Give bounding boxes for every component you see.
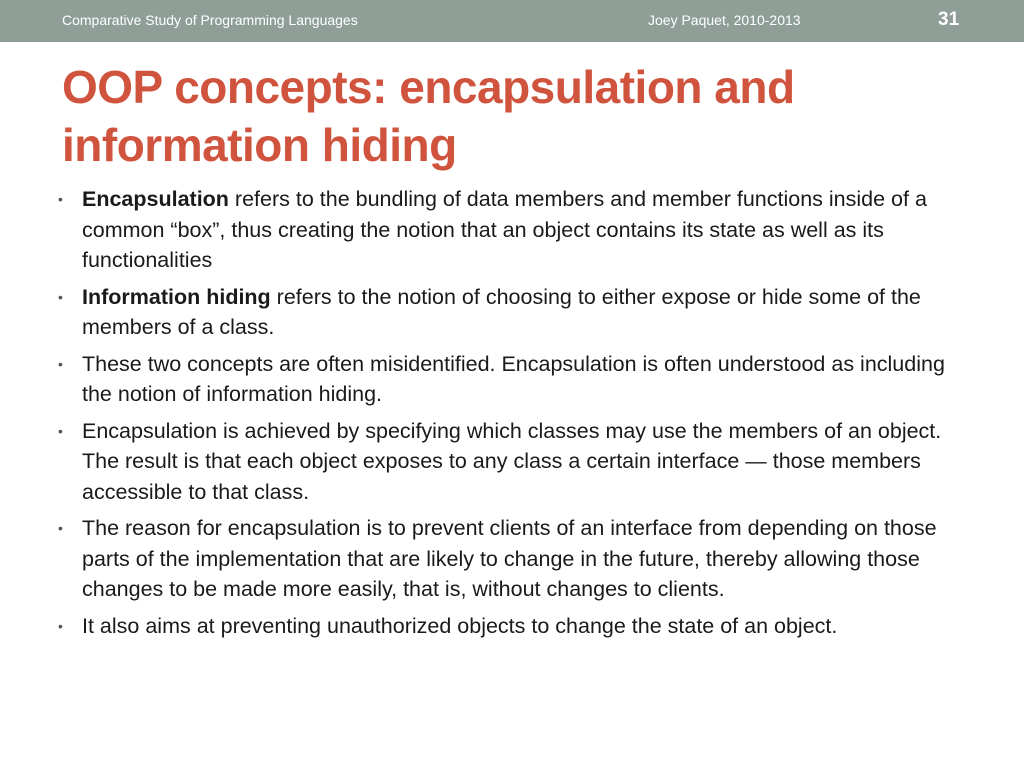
bullet-icon: • — [58, 617, 63, 634]
bullet-item — [58, 416, 968, 508]
bullet-term: Encapsulation — [82, 187, 229, 211]
bullet-text: The reason for encapsulation is to prevent clients of an interface from depending on those parts of the implementation that are likely to change in the future, thereby allowing those changes to be made more easily, that is, without changes to clients. — [82, 516, 937, 601]
slide-title: OOP concepts: encapsulation and information hiding — [62, 61, 795, 171]
bullet-icon: • — [58, 191, 63, 207]
bullet-icon: • — [58, 355, 63, 372]
bullet-item — [58, 282, 968, 343]
bullet-item — [58, 611, 968, 642]
bullet-icon: • — [58, 422, 63, 439]
course-title: Comparative Study of Programming Languages — [62, 12, 358, 28]
page-number: 31 — [938, 9, 960, 30]
bullet-text: It also aims at preventing unauthorized objects to change the state of an object. — [82, 613, 838, 638]
bullet-item — [58, 349, 968, 410]
bullet-list — [58, 184, 968, 647]
bullet-text: These two concepts are often misidentified. Encapsulation is often understood as including the notion of information hiding. — [82, 351, 945, 406]
bullet-term: Information hiding — [82, 284, 271, 309]
bullet-text: refers to the notion of choosing to either expose or hide some of the members of a class. — [82, 284, 921, 339]
bullet-text: refers to the bundling of data members and member functions inside of a common “box”, thus creating the notion that an object contains its state as well as its functionalities — [82, 187, 927, 272]
bullet-icon: • — [58, 520, 63, 536]
author-date: Joey Paquet, 2010-2013 — [648, 12, 801, 28]
bullet-icon: • — [58, 288, 63, 305]
slide-header-bar — [0, 0, 1024, 42]
bullet-item — [58, 184, 968, 276]
bullet-text: Encapsulation is achieved by specifying which classes may use the members of an object. The result is that each object exposes to any class a certain interface — those members accessible to that class. — [82, 418, 942, 504]
bullet-item — [58, 513, 968, 605]
